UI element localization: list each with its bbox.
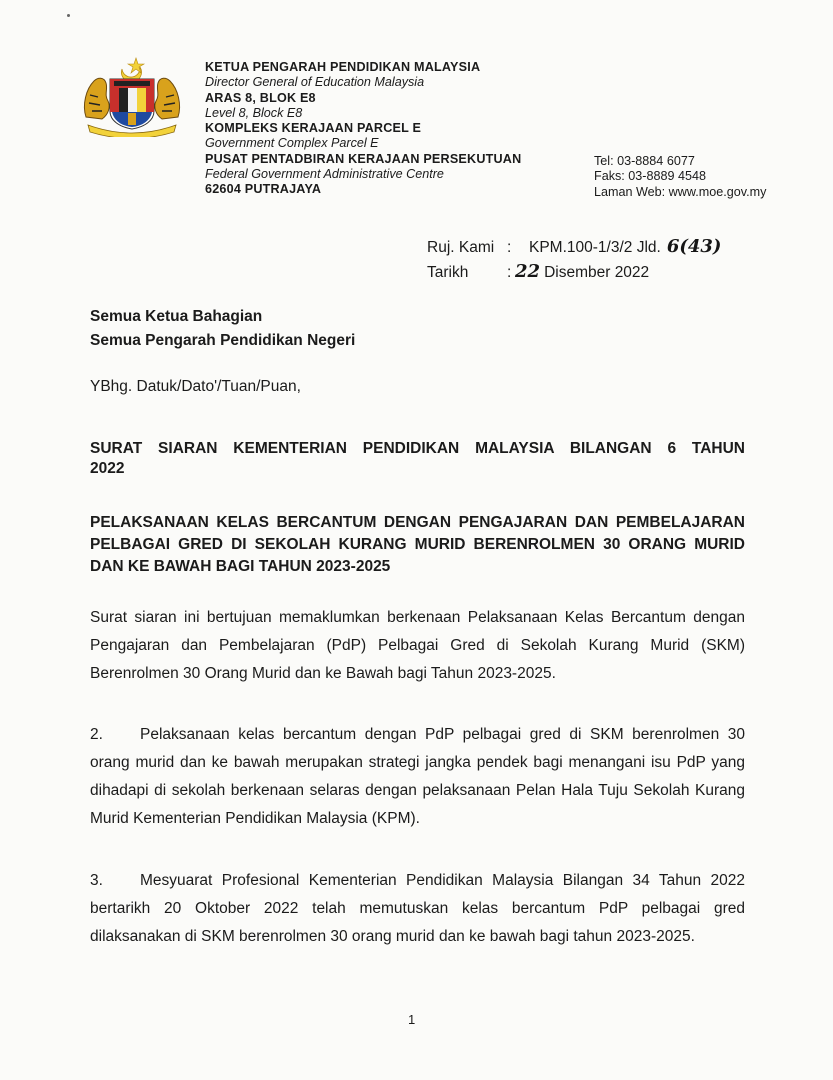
date-separator: :	[507, 264, 512, 281]
recipient-line: Semua Ketua Bahagian	[90, 308, 263, 325]
ref-value: KPM.100-1/3/2 Jld.	[529, 239, 661, 256]
paragraph-text: Surat siaran ini bertujuan memaklumkan berkenaan Pelaksanaan Kelas Bercantum dengan Pengajaran dan Pembelajaran (PdP) Pelbagai Gred di Sekolah Kurang Murid (SKM) Berenrolmen 30 Orang Murid dan ke Bawah bagi Tahun 2023-2025.	[90, 609, 745, 682]
paragraph-3	[90, 867, 745, 951]
recipients	[90, 305, 355, 353]
salutation: YBhg. Datuk/Dato'/Tuan/Puan,	[90, 378, 301, 395]
coat-of-arms-icon	[78, 55, 186, 137]
date-value: Disember 2022	[544, 264, 650, 281]
address-centre: PUSAT PENTADBIRAN KERAJAAN PERSEKUTUAN	[205, 151, 522, 166]
address-level-en: Level 8, Block E8	[205, 105, 303, 120]
paragraph-number: 2.	[90, 726, 103, 743]
circular-title: SURAT SIARAN KEMENTERIAN PENDIDIKAN MALAYSIA BILANGAN 6 TAHUN 2022	[90, 440, 745, 477]
paragraph-text: Mesyuarat Profesional Kementerian Pendidikan Malaysia Bilangan 34 Tahun 2022 bertarikh 20 Oktober 2022 telah memutuskan kelas bercantum PdP pelbagai gred dilaksanakan di SKM berenrolmen 30 orang murid dan ke bawah bagi tahun 2023-2025.	[90, 872, 745, 945]
address-complex: KOMPLEKS KERAJAAN PARCEL E	[205, 121, 422, 136]
address-centre-en: Federal Government Administrative Centre	[205, 167, 444, 182]
contact-tel: Tel: 03-8884 6077	[594, 154, 695, 168]
address-complex-en: Government Complex Parcel E	[205, 136, 379, 151]
letterhead-address	[205, 60, 585, 198]
letterhead-contact	[594, 154, 766, 200]
ref-separator: :	[507, 239, 512, 256]
org-title: KETUA PENGARAH PENDIDIKAN MALAYSIA	[205, 60, 481, 74]
scan-speck	[67, 14, 70, 17]
date-label: Tarikh	[427, 264, 469, 281]
paragraph-1	[90, 604, 745, 688]
paragraph-text: Pelaksanaan kelas bercantum dengan PdP pelbagai gred di SKM berenrolmen 30 orang murid dan ke bawah merupakan strategi jangka pendek bagi menangani isu PdP yang dihadapi di sekolah berkenaan selaras dengan pelaksanaan Pelan Hala Tuju Sekolah Kurang Murid Kementerian Pendidikan Malaysia (KPM).	[90, 726, 745, 827]
paragraph-number: 3.	[90, 872, 103, 889]
contact-fax: Faks: 03-8889 4548	[594, 169, 707, 184]
reference-block	[427, 235, 721, 285]
page-number: 1	[408, 1012, 416, 1027]
reference-row	[427, 235, 721, 260]
paragraph-2	[90, 721, 745, 833]
recipient-line: Semua Pengarah Pendidikan Negeri	[90, 332, 356, 349]
address-postcode: 62604 PUTRAJAYA	[205, 182, 322, 197]
subject-heading: PELAKSANAAN KELAS BERCANTUM DENGAN PENGAJARAN DAN PEMBELAJARAN PELBAGAI GRED DI SEKOLAH KURANG MURID BERENROLMEN 30 ORANG MURID DAN KE BAWAH BAGI TAHUN 2023-2025	[90, 514, 745, 575]
date-handwritten: 22	[515, 261, 541, 282]
date-row	[427, 260, 721, 285]
org-title-en: Director General of Education Malaysia	[205, 75, 425, 90]
ref-handwritten: 6(43)	[666, 236, 722, 257]
contact-web: Laman Web: www.moe.gov.my	[594, 184, 767, 199]
ref-label: Ruj. Kami	[427, 239, 495, 256]
address-level: ARAS 8, BLOK E8	[205, 90, 316, 105]
